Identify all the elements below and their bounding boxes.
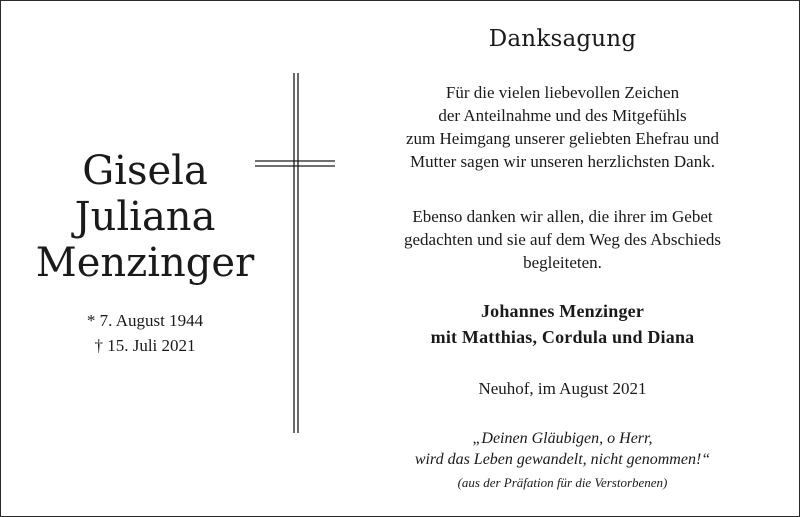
family-line: Johannes Menzinger: [480, 301, 645, 321]
prayer-line: begleiteten.: [523, 253, 602, 272]
quote-source: (aus der Präfation für die Verstorbenen): [457, 475, 668, 490]
deceased-block: [0, 148, 290, 358]
birth-date: * 7. August 1944: [86, 311, 204, 330]
life-dates: [0, 308, 290, 358]
quote-line: „Deinen Gläubigen, o Herr,: [472, 430, 653, 447]
cross-icon: [255, 73, 335, 433]
thanks-line: Für die vielen liebevollen Zeichen: [445, 83, 680, 102]
thanks-paragraph: [330, 81, 795, 173]
prayer-line: Ebenso danken wir allen, die ihrer im Gebet: [412, 207, 713, 226]
death-date: † 15. Juli 2021: [94, 336, 196, 355]
name-middle: Juliana: [74, 194, 216, 240]
quote: [330, 428, 795, 470]
family-line: mit Matthias, Cordula und Diana: [430, 327, 695, 347]
prayer-thanks-paragraph: [330, 205, 795, 274]
name-first: Gisela: [82, 148, 208, 194]
quote-line: wird das Leben gewandelt, nicht genommen!“: [414, 451, 711, 468]
thanks-line: Mutter sagen wir unseren herzlichsten Dank.: [410, 152, 715, 171]
name-last: Menzinger: [35, 240, 255, 286]
family-signature: [330, 298, 795, 350]
thanks-line: zum Heimgang unserer geliebten Ehefrau und: [406, 129, 719, 148]
thanks-line: der Anteilnahme und des Mitgefühls: [438, 106, 687, 125]
place-date: Neuhof, im August 2021: [478, 379, 647, 398]
prayer-line: gedachten und sie auf dem Weg des Abschieds: [404, 230, 721, 249]
notice-heading: Danksagung: [488, 26, 637, 52]
